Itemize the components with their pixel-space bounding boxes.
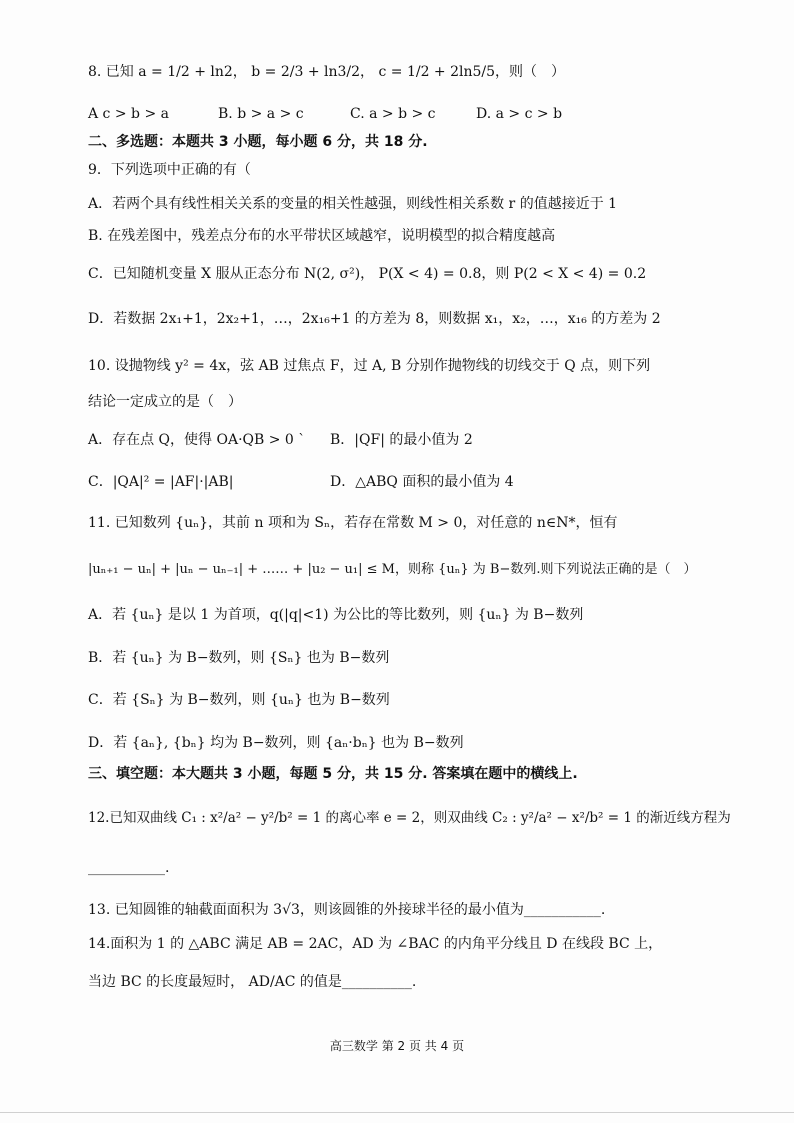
q10-option-c: C．|QA|² = |AF|·|AB| (88, 474, 234, 490)
q8-option-d: D. a > c > b (476, 106, 563, 122)
q8-stem: 8. 已知 a = 1/2 + ln2， b = 2/3 + ln3/2， c = 1/2 + 2ln5/5，则（ ） (88, 64, 566, 80)
q11-stem-line2: |uₙ₊₁ − uₙ| + |uₙ − uₙ₋₁| + …… + |u₂ − u₁| ≤ M，则称 {uₙ} 为 B−数列.则下列说法正确的是（ ） (88, 562, 697, 577)
q14-stem-line2: 当边 BC 的长度最短时， AD/AC 的值是__________. (88, 974, 417, 990)
bottom-divider (0, 1112, 794, 1113)
q9-option-b: B. 在残差图中，残差点分布的水平带状区域越窄，说明模型的拟合精度越高 (88, 228, 556, 244)
q10-option-b: B．|QF| 的最小值为 2 (330, 432, 473, 448)
q10-stem-line2: 结论一定成立的是（ ） (88, 394, 242, 410)
q8-option-c: C. a > b > c (350, 106, 436, 122)
q10-stem-line1: 10. 设抛物线 y² = 4x，弦 AB 过焦点 F，过 A, B 分别作抛物线的切线交于 Q 点，则下列 (88, 358, 651, 374)
q11-stem-line1: 11. 已知数列 {uₙ}，其前 n 项和为 Sₙ，若存在常数 M > 0，对任意的 n∈N*，恒有 (88, 515, 618, 531)
q14-stem-line1: 14.面积为 1 的 △ABC 满足 AB = 2AC，AD 为 ∠BAC 的内角平分线且 D 在线段 BC 上， (88, 936, 663, 952)
q8-option-a: A c > b > a (88, 106, 169, 122)
q9-option-d: D．若数据 2x₁+1，2x₂+1，…，2x₁₆+1 的方差为 8，则数据 x₁，x₂，…，x₁₆ 的方差为 2 (88, 311, 661, 327)
q12-stem: 12.已知双曲线 C₁ : x²/a² − y²/b² = 1 的离心率 e = 2，则双曲线 C₂ : y²/a² − x²/b² = 1 的渐近线方程为 (88, 810, 731, 826)
q9-option-c: C．已知随机变量 X 服从正态分布 N(2, σ²)， P(X < 4) = 0.8，则 P(2 < X < 4) = 0.2 (88, 266, 647, 282)
q10-option-a: A．存在点 Q，使得 OA·QB > 0 ` (88, 432, 306, 448)
q11-option-b: B．若 {uₙ} 为 B−数列，则 {Sₙ} 也为 B−数列 (88, 650, 390, 666)
q11-option-c: C．若 {Sₙ} 为 B−数列，则 {uₙ} 也为 B−数列 (88, 692, 390, 708)
q8-option-b: B. b > a > c (218, 106, 304, 122)
q12-answer-blank: ___________. (88, 860, 170, 876)
section3-header: 三、填空题：本大题共 3 小题，每题 5 分，共 15 分. 答案填在题中的横线上. (88, 766, 578, 782)
q10-option-d: D．△ABQ 面积的最小值为 4 (330, 474, 514, 490)
q13-stem: 13. 已知圆锥的轴截面面积为 3√3，则该圆锥的外接球半径的最小值为___________. (88, 902, 606, 918)
page-footer: 高三数学 第 2 页 共 4 页 (329, 1039, 465, 1053)
q9-stem: 9．下列选项中正确的有（ (88, 162, 251, 178)
q11-option-a: A．若 {uₙ} 是以 1 为首项，q(|q|<1) 为公比的等比数列，则 {uₙ} 为 B−数列 (88, 607, 584, 623)
section2-header: 二、多选题：本题共 3 小题，每小题 6 分，共 18 分. (88, 134, 428, 150)
q9-option-a: A．若两个具有线性相关关系的变量的相关性越强，则线性相关系数 r 的值越接近于 1 (88, 196, 618, 212)
q11-option-d: D．若 {aₙ}, {bₙ} 均为 B−数列，则 {aₙ·bₙ} 也为 B−数列 (88, 735, 464, 751)
